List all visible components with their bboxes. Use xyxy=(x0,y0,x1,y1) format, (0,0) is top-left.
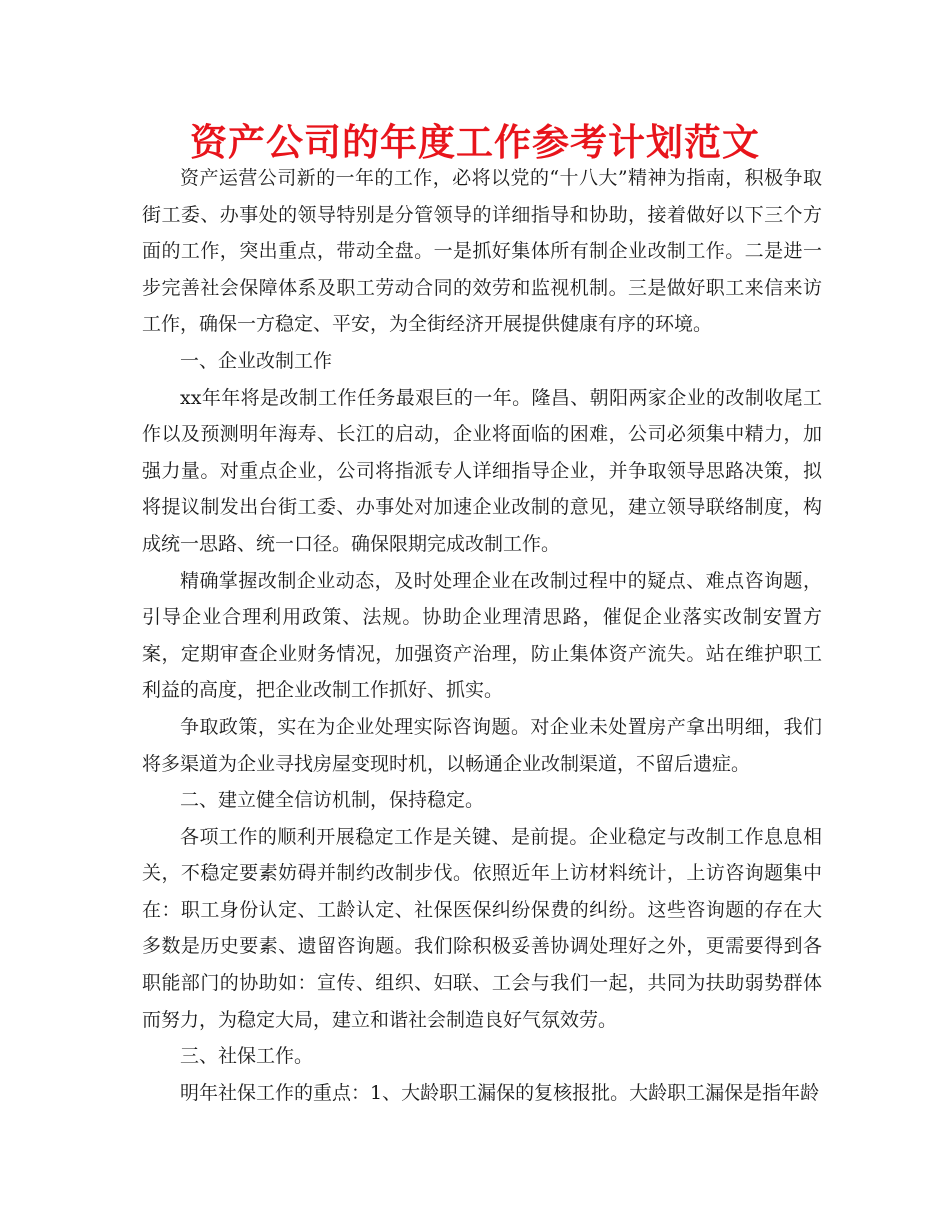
section-heading-1: 一、企业改制工作 xyxy=(180,349,333,372)
paragraph: xx年年将是改制工作任务最艰巨的一年。隆昌、朝阳两家企业的改制收尾工作以及预测明年海寿、长江的启动，企业将面临的困难，公司必须集中精力，加强力量。对重点企业，公司将指派专人详细指导企业，并争取领导思路决策，拟将提议制发出台街工委、办事处对加速企业改制的意见，建立领导联络制度，构成统一思路、统一口径。确保限期完成改制工作。 xyxy=(142,386,822,555)
document-body xyxy=(142,160,822,1111)
document-title: 资产公司的年度工作参考计划范文 xyxy=(190,121,760,164)
paragraph: 明年社保工作的重点：1、大龄职工漏保的复核报批。大龄职工漏保是指年龄 xyxy=(180,1081,820,1104)
paragraph-intro: 资产运营公司新的一年的工作，必将以党的“十八大”精神为指南，积极争取街工委、办事处的领导特别是分管领导的详细指导和协助，接着做好以下三个方面的工作，突出重点，带动全盘。一是抓好集体所有制企业改制工作。二是进一步完善社会保障体系及职工劳动合同的效劳和监视机制。三是做好职工来信来访工作，确保一方稳定、平安，为全街经济开展提供健康有序的环境。 xyxy=(142,167,822,336)
paragraph: 各项工作的顺利开展稳定工作是关键、是前提。企业稳定与改制工作息息相关，不稳定要素妨碍并制约改制步伐。依照近年上访材料统计，上访咨询题集中在：职工身份认定、工龄认定、社保医保纠纷保费的纠纷。这些咨询题的存在大多数是历史要素、遗留咨询题。我们除积极妥善协调处理好之外，更需要得到各职能部门的协助如：宣传、组织、妇联、工会与我们一起，共同为扶助弱势群体而努力，为稳定大局，建立和谐社会制造良好气氛效劳。 xyxy=(142,825,822,1031)
paragraph: 精确掌握改制企业动态，及时处理企业在改制过程中的疑点、难点咨询题，引导企业合理利用政策、法规。协助企业理清思路，催促企业落实改制安置方案，定期审查企业财务情况，加强资产治理，防止集体资产流失。站在维护职工利益的高度，把企业改制工作抓好、抓实。 xyxy=(142,569,822,702)
paragraph: 争取政策，实在为企业处理实际咨询题。对企业未处置房产拿出明细，我们将多渠道为企业寻找房屋变现时机，以畅通企业改制渠道，不留后遗症。 xyxy=(142,715,822,775)
section-heading-2: 二、建立健全信访机制，保持稳定。 xyxy=(180,789,485,812)
section-heading-3: 三、社保工作。 xyxy=(180,1045,314,1068)
